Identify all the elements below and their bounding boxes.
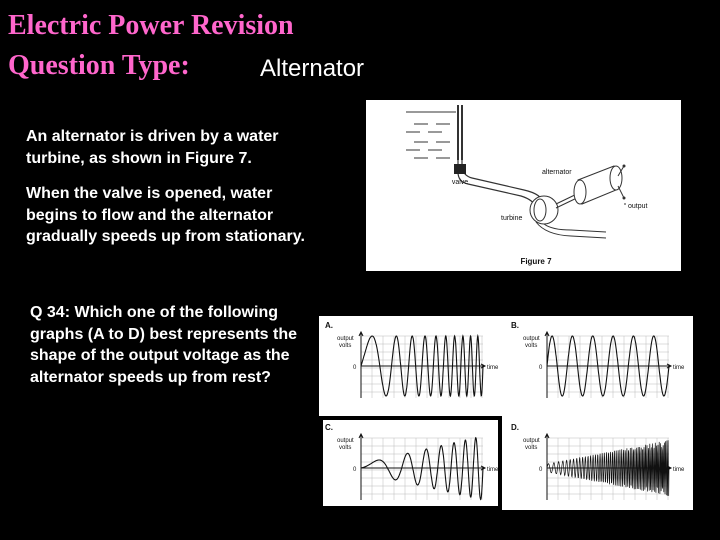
y-axis-label: volts <box>525 445 538 451</box>
water-tank <box>406 105 462 160</box>
x-axis-label: time <box>673 365 685 371</box>
slide-title: Electric Power Revision <box>8 10 294 41</box>
valve-label: valve <box>451 179 469 186</box>
description-paragraph: When the valve is opened, water begins to flow and the alternator gradually speeds up from stationary. <box>26 185 305 245</box>
alternator-icon <box>574 166 622 204</box>
y-axis-label: output <box>337 336 354 342</box>
figure-7-diagram <box>366 100 681 271</box>
intro-paragraph: An alternator is driven by a water turbine, as shown in Figure 7. <box>26 128 279 167</box>
valve-icon <box>454 164 466 174</box>
graph-options-panel <box>319 316 693 510</box>
y-axis-label: volts <box>339 343 352 349</box>
x-axis-label: time <box>673 467 685 473</box>
y-axis-label: output <box>523 438 540 444</box>
question-type-label: Question Type: <box>8 50 190 81</box>
y-axis-label: volts <box>525 343 538 349</box>
origin-label: 0 <box>539 467 543 473</box>
alternator-label: alternator <box>542 169 572 176</box>
y-axis-label: output <box>523 336 540 342</box>
x-axis-label: time <box>487 467 499 473</box>
origin-label: 0 <box>539 365 543 371</box>
output-label: output <box>628 203 648 210</box>
option-letter: A. <box>325 321 333 330</box>
x-axis-label: time <box>487 365 499 371</box>
question-type-value: Alternator <box>260 55 365 82</box>
question-text: Q 34: Which one of the following graphs (A to D) best represents the shape of the output voltage as the alternator speeds up from rest? <box>30 304 298 386</box>
origin-label: 0 <box>353 365 357 371</box>
origin-label: 0 <box>353 467 357 473</box>
graph-option-a[interactable] <box>325 321 499 398</box>
graph-option-b[interactable] <box>511 321 685 398</box>
option-letter: C. <box>325 423 333 432</box>
y-axis-label: volts <box>339 445 352 451</box>
option-letter: B. <box>511 321 519 330</box>
y-axis-label: output <box>337 438 354 444</box>
option-letter: D. <box>511 423 519 432</box>
turbine-label: turbine <box>501 215 523 222</box>
graph-option-d[interactable] <box>511 423 685 500</box>
figure-caption: Figure 7 <box>520 257 552 266</box>
waveform-line <box>361 336 483 396</box>
